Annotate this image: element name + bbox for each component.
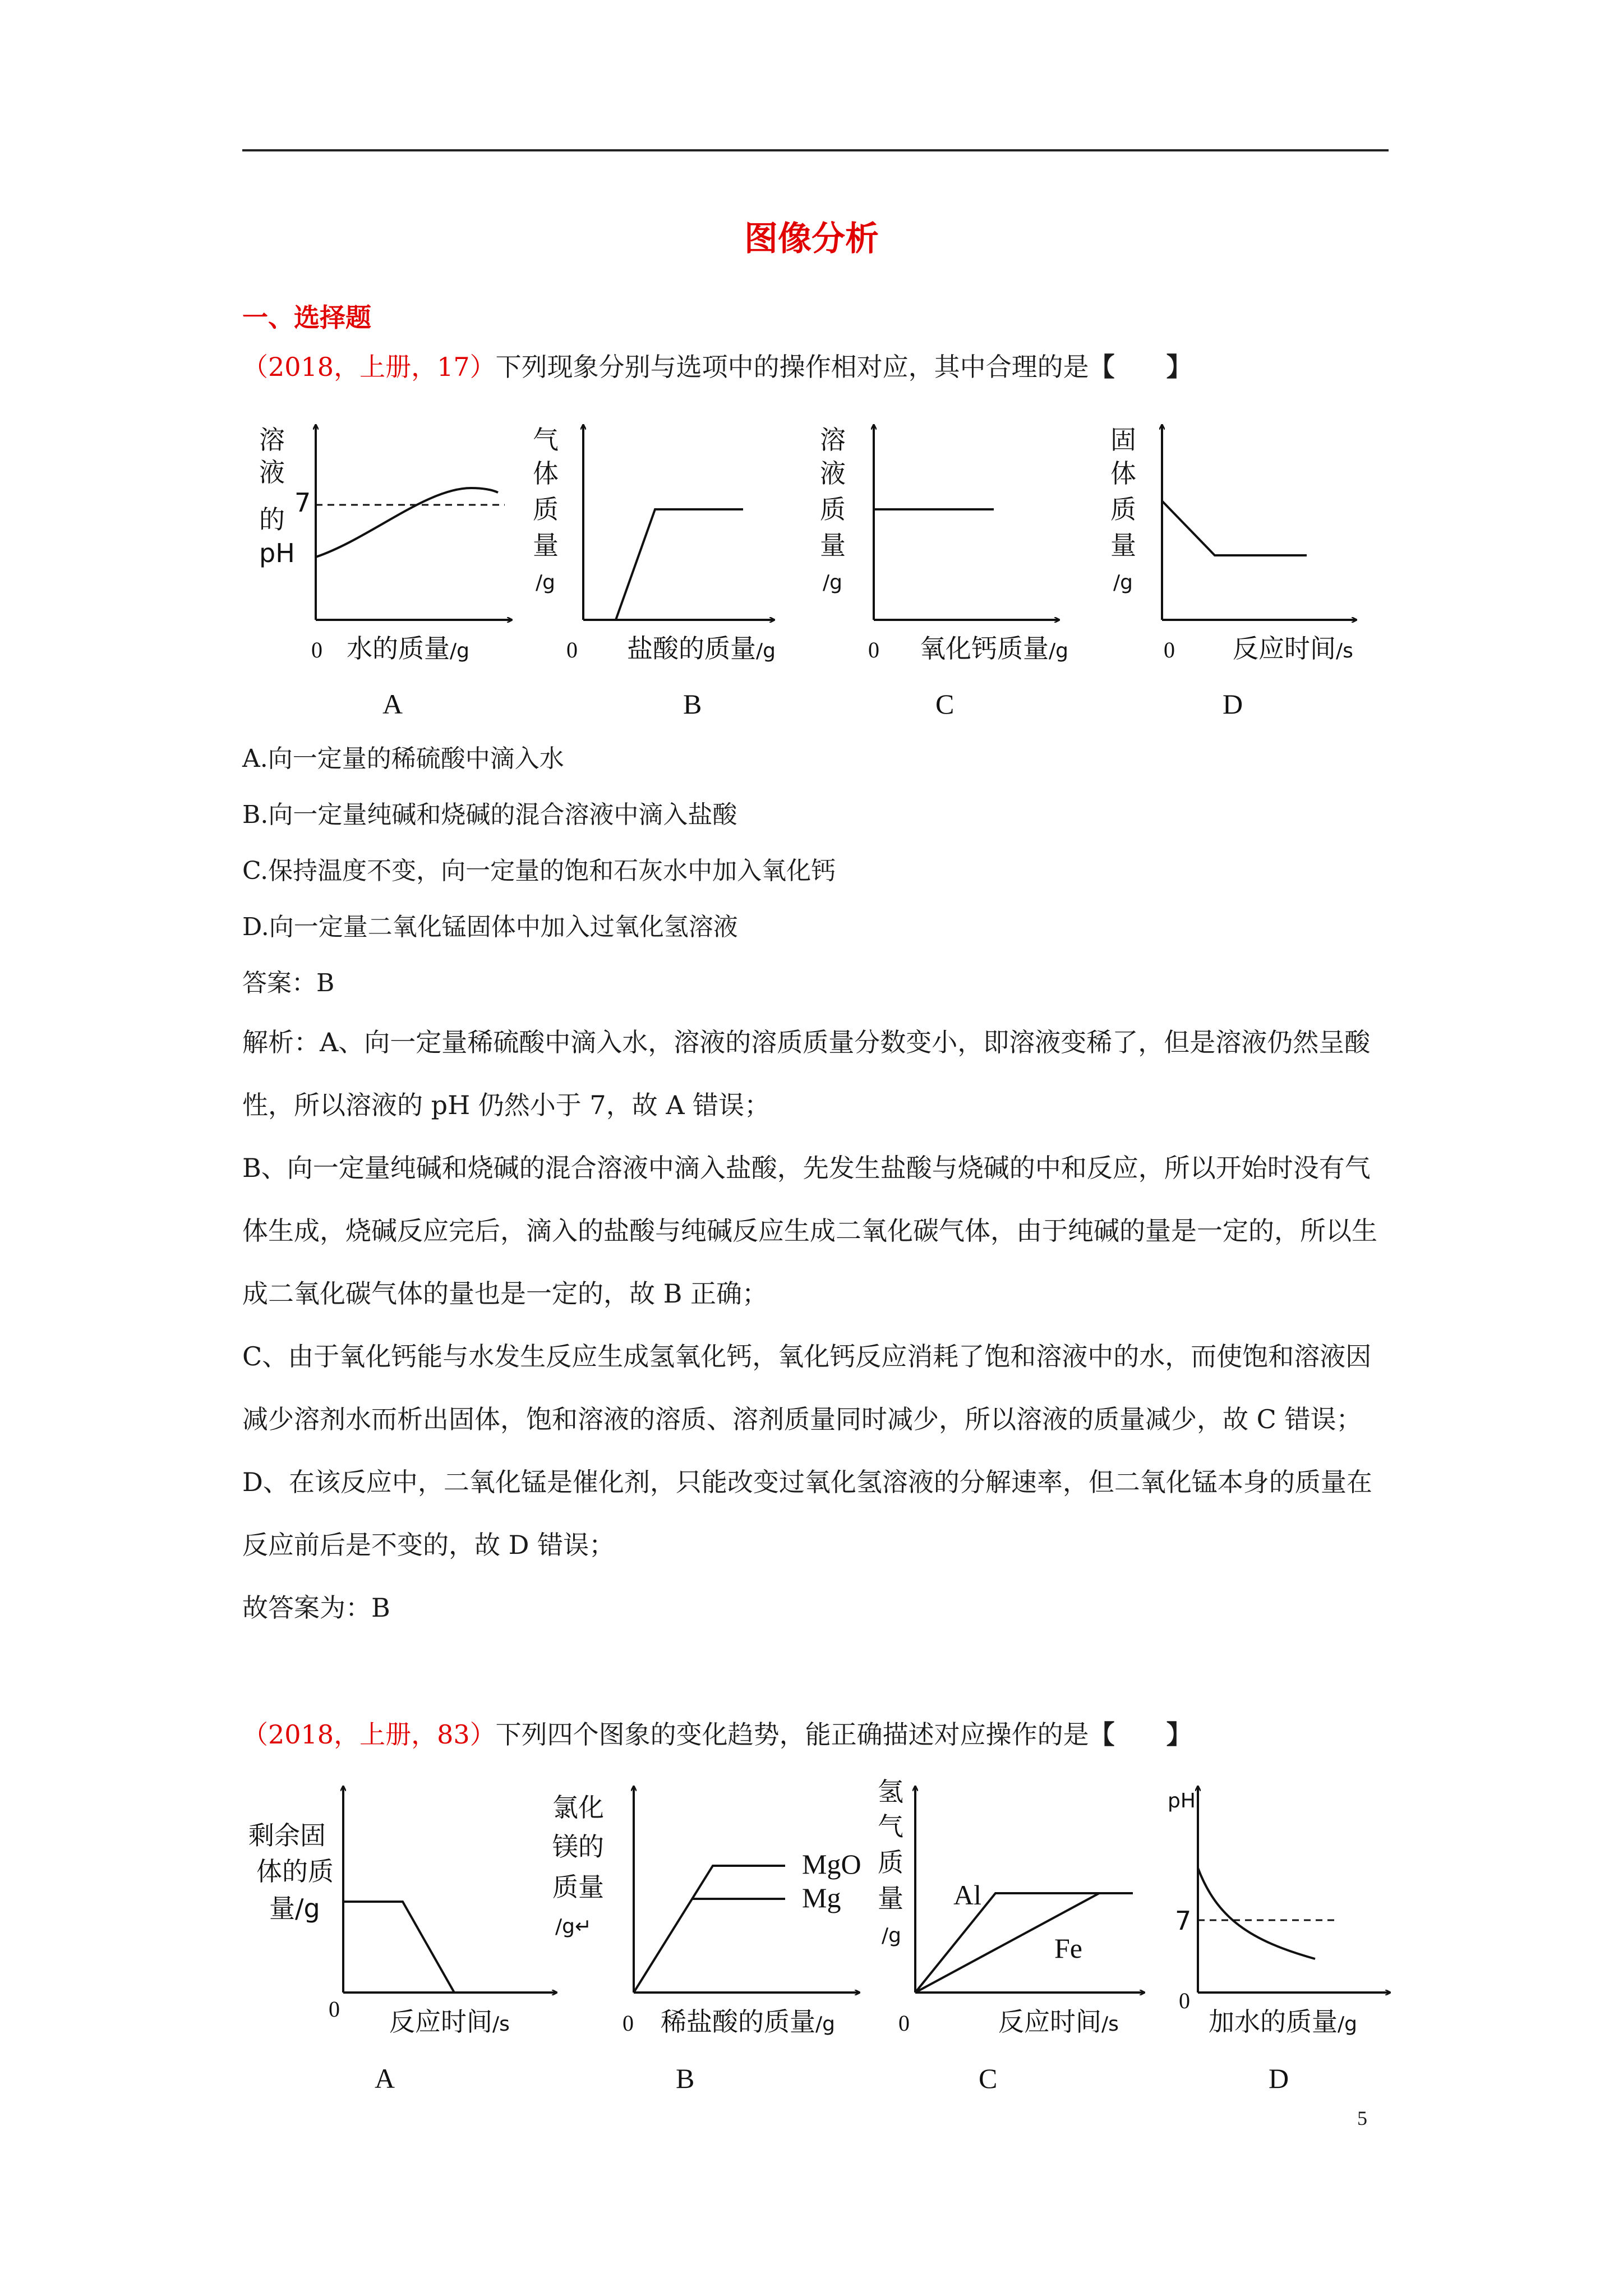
ylabel-line: 质量: [552, 1872, 604, 1902]
origin-label: 0: [1179, 1988, 1190, 2013]
answer: 答案：B: [242, 969, 335, 997]
q2-graph-c: [878, 1777, 1144, 2094]
series-label-mg: Mg: [802, 1882, 841, 1913]
question-1-stem: [242, 347, 1192, 384]
graph-letter: D: [1269, 2063, 1289, 2094]
origin-label: 0: [311, 637, 322, 662]
ylabel-line: 量/g: [269, 1893, 320, 1924]
ylabel-line: 体的质: [256, 1856, 334, 1887]
analysis-paragraph-c: C、由于氧化钙能与水发生反应生成氢氧化钙，氧化钙反应消耗了饱和溶液中的水，而使饱和溶液因减少溶剂水而析出固体，饱和溶液的溶质、溶剂质量同时减少，所以溶液的质量减少，故 C 错误；: [242, 1341, 1372, 1434]
option-d: D.向一定量二氧化锰固体中加入过氧化氢溶液: [242, 913, 738, 941]
page-number: 5: [1357, 2107, 1367, 2129]
ylabel-char: 质: [533, 494, 559, 524]
ylabel-char: 量: [878, 1883, 903, 1913]
question-2-figures: [241, 1767, 1396, 2104]
analysis: [242, 1011, 1389, 1639]
origin-label: 0: [329, 1996, 340, 2022]
ylabel-char: 氢: [878, 1777, 903, 1807]
ylabel-char: 的: [259, 504, 285, 535]
question-2-stem: [242, 1714, 1192, 1751]
q1-graph-d: [1110, 425, 1356, 720]
ylabel-char: 量: [533, 530, 559, 560]
graph-letter: B: [676, 2063, 695, 2094]
curve: [583, 509, 743, 620]
curve: [343, 1902, 454, 1993]
ylabel-char: 气: [533, 425, 559, 455]
ylabel-char: 液: [820, 458, 846, 489]
header-rule: [242, 149, 1389, 151]
q2-graph-a: [248, 1787, 556, 2094]
series-label-mgo: MgO: [802, 1848, 861, 1880]
answer-bracket: 【 】: [1089, 352, 1192, 382]
q1-graph-a: [259, 425, 511, 720]
ylabel-char: 气: [878, 1811, 903, 1842]
tick-7: 7: [1175, 1906, 1192, 1936]
q1-graph-b: [533, 425, 776, 720]
ylabel-char: 体: [533, 458, 559, 489]
ylabel-line: 镁的: [552, 1832, 604, 1862]
x-axis-label: 盐酸的质量/g: [627, 633, 776, 664]
tick-7: 7: [294, 487, 311, 518]
ylabel-char: /g: [823, 571, 842, 594]
analysis-paragraph-a: 解析：A、向一定量稀硫酸中滴入水，溶液的溶质质量分数变小，即溶液变稀了，但是溶液仍然呈酸性，所以溶液的 pH 仍然小于 7，故 A 错误；: [242, 1027, 1371, 1120]
graph-letter: D: [1223, 688, 1243, 720]
graph-letter: C: [935, 688, 955, 720]
origin-label: 0: [1164, 637, 1175, 662]
option-b: B.向一定量纯碱和烧碱的混合溶液中滴入盐酸: [242, 800, 737, 829]
analysis-paragraph-d: D、在该反应中，二氧化锰是催化剂，只能改变过氧化氢溶液的分解速率，但二氧化锰本身的质量在反应前后是不变的，故 D 错误；: [242, 1467, 1372, 1560]
x-axis-label: 水的质量/g: [347, 633, 469, 664]
ylabel-char: pH: [259, 538, 295, 568]
page-title: 图像分析: [744, 219, 879, 259]
ylabel-char: 量: [820, 530, 846, 560]
graph-letter: B: [683, 688, 702, 720]
graph-letter: A: [382, 688, 403, 720]
curve-al: [915, 1893, 1133, 1993]
series-label-al: Al: [953, 1879, 981, 1911]
graph-letter: C: [979, 2063, 998, 2094]
curve: [1198, 1868, 1315, 1959]
x-axis-label: 反应时间/s: [389, 2007, 510, 2037]
answer-bracket: 【 】: [1089, 1719, 1192, 1750]
ylabel-char: 溶: [259, 425, 285, 455]
x-axis-label: 稀盐酸的质量/g: [661, 2007, 835, 2037]
ylabel-char: 质: [878, 1847, 903, 1878]
section-title: 一、选择题: [242, 302, 371, 333]
x-axis-label: 氧化钙质量/g: [920, 633, 1068, 664]
ylabel: pH: [1168, 1789, 1196, 1812]
ylabel-char: /g: [882, 1924, 901, 1947]
ylabel-char: 固: [1110, 425, 1136, 455]
question-1-figures: [241, 415, 1396, 729]
ylabel-char: 质: [820, 494, 846, 524]
ylabel-line: /g↵: [555, 1915, 592, 1938]
ylabel-char: 液: [259, 457, 285, 487]
graph-letter: A: [375, 2063, 395, 2094]
x-axis-label: 加水的质量/g: [1209, 2007, 1357, 2037]
ylabel-char: 体: [1110, 458, 1136, 489]
option-c: C.保持温度不变，向一定量的饱和石灰水中加入氧化钙: [242, 857, 836, 885]
question-2-text: 下列四个图象的变化趋势，能正确描述对应操作的是: [495, 1719, 1089, 1750]
q2-graph-d: [1168, 1787, 1390, 2094]
curve: [1162, 501, 1307, 555]
final-answer: 故答案为：B: [242, 1593, 390, 1623]
curve: [316, 488, 498, 557]
option-a: A.向一定量的稀硫酸中滴入水: [242, 744, 564, 773]
curve-mgo: [634, 1866, 785, 1993]
question-1-text: 下列现象分别与选项中的操作相对应，其中合理的是: [495, 352, 1089, 382]
ylabel-line: 氯化: [552, 1792, 604, 1823]
origin-label: 0: [898, 2010, 910, 2036]
x-axis-label: 反应时间/s: [1233, 633, 1353, 664]
ylabel-line: 剩余固: [248, 1820, 326, 1851]
question-2-source: （2018，上册，83）: [242, 1719, 496, 1750]
series-label-fe: Fe: [1054, 1932, 1082, 1964]
ylabel-char: 量: [1110, 530, 1136, 560]
analysis-paragraph-b: B、向一定量纯碱和烧碱的混合溶液中滴入盐酸，先发生盐酸与烧碱的中和反应，所以开始时没有气体生成，烧碱反应完后，滴入的盐酸与纯碱反应生成二氧化碳气体，由于纯碱的量是一定的，所以生成二氧化碳气体的量也是一定的，故 B 正确；: [242, 1153, 1377, 1309]
q2-graph-b: [552, 1787, 861, 2094]
origin-label: 0: [623, 2010, 634, 2036]
ylabel-char: 质: [1110, 494, 1136, 524]
ylabel-char: /g: [1113, 571, 1133, 594]
q1-graph-c: [820, 425, 1068, 720]
origin-label: 0: [566, 637, 578, 662]
origin-label: 0: [868, 637, 879, 662]
ylabel-char: 溶: [820, 425, 846, 455]
question-1-source: （2018，上册，17）: [242, 352, 496, 382]
ylabel-char: /g: [536, 571, 555, 594]
x-axis-label: 反应时间/s: [998, 2007, 1119, 2037]
